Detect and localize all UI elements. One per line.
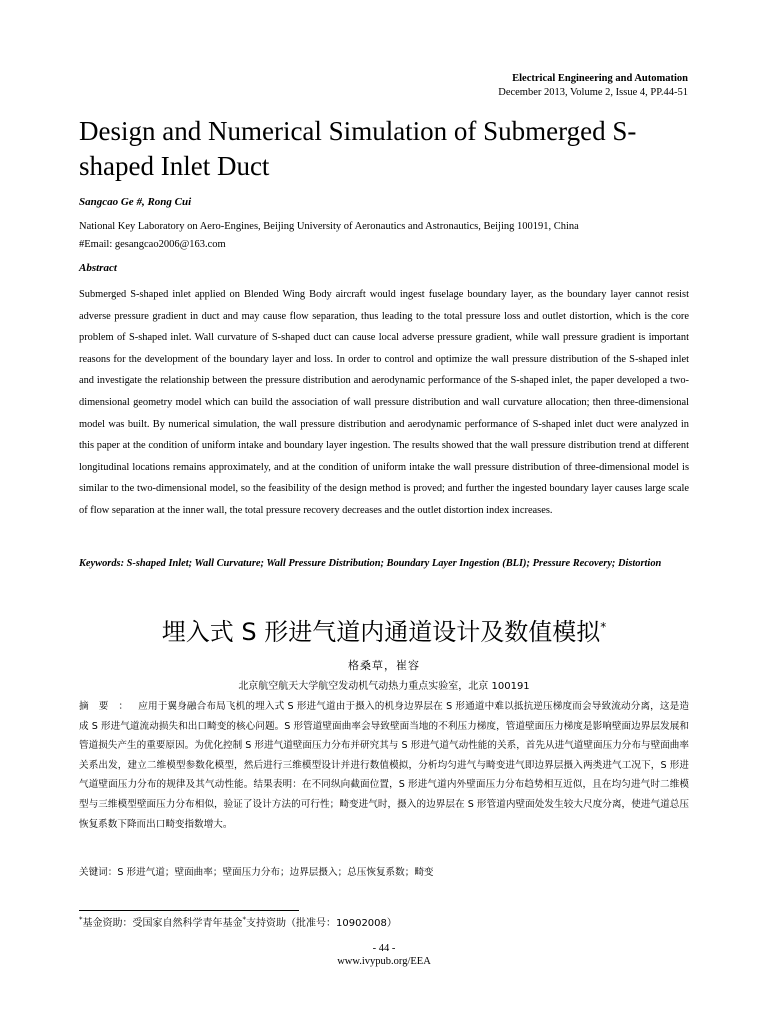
abstract-heading: Abstract xyxy=(79,262,117,274)
affiliation: National Key Laboratory on Aero-Engines, Beijing University of Aeronautics and Astronautics, Beijing 100191, China xyxy=(79,221,579,232)
chinese-abstract-text: 应用于翼身融合布局飞机的埋入式 S 形进气道由于摄入的机身边界层在 S 形通道中难以抵抗逆压梯度而会导致流动分离，这是造成 S 形进气道流动损失和出口畸变的核心问题。S 形管道壁面曲率会导致壁面当地的不利压力梯度，管道壁面压力梯度是影响壁面边界层发展和管道损失产生的重要原因。为优化控制 S 形进气道壁面压力分布并研究其与 S 形进气道气动性能的关系，首先从进气道壁面压力分布与壁面曲率关系出发，建立二维模型参数化模型，然后进行三维模型设计并进行数值模拟，分析均匀进气与畸变进气即边界层摄入两类进气工况下，S 形进气道壁面压力分布的规律及其气动性能。结果表明：在不同纵向截面位置，S 形进气道内外壁面压力分布趋势相互近似，且在均匀进气时二维模型与三维模型壁面压力分布相似，验证了设计方法的可行性；畸变进气时，摄入的边界层在 S 形管道内壁面处发生较大尺度分离，使进气道总压恢复系数下降而出口畸变指数增大。 xyxy=(79,701,690,830)
journal-url: www.ivypub.org/EEA xyxy=(337,956,431,967)
chinese-title-text: 埋入式 S 形进气道内通道设计及数值模拟 xyxy=(161,618,601,646)
paper-title: Design and Numerical Simulation of Submerged S-shaped Inlet Duct xyxy=(79,116,637,181)
footnote-text-start: 基金资助：受国家自然科学青年基金 xyxy=(82,918,243,929)
chinese-abstract xyxy=(79,697,689,834)
keywords: Keywords: S-shaped Inlet; Wall Curvature; Wall Pressure Distribution; Boundary Layer Ingestion (BLI); Pressure Recovery; Distortion xyxy=(79,558,662,569)
funding-footnote xyxy=(79,914,397,929)
chinese-title-footnote-mark: * xyxy=(600,620,607,634)
page-number: - 44 - xyxy=(372,943,396,954)
chinese-title xyxy=(0,611,768,648)
contact-email: #Email: gesangcao2006@163.com xyxy=(79,239,226,250)
chinese-authors: 格桑草，崔容 xyxy=(348,659,420,672)
footnote-text-end: 支持资助（批准号：10902008） xyxy=(246,918,397,929)
chinese-keywords: 关键词：S 形进气道；壁面曲率；壁面压力分布；边界层摄入；总压恢复系数；畸变 xyxy=(79,867,434,878)
journal-name: Electrical Engineering and Automation xyxy=(512,73,688,84)
journal-header xyxy=(498,72,688,100)
chinese-affiliation: 北京航空航天大学航空发动机气动热力重点实验室，北京 100191 xyxy=(238,681,530,692)
journal-issue: December 2013, Volume 2, Issue 4, PP.44-51 xyxy=(498,87,688,98)
author-affiliation-block xyxy=(79,218,579,254)
footnote-mark: * xyxy=(79,915,83,924)
abstract-text: Submerged S-shaped inlet applied on Blended Wing Body aircraft would ingest fuselage boundary layer, as the boundary layer cannot resist adverse pressure gradient in duct and may cause flow separation, thus leading to the total pressure loss and outlet distortion, which is the core problem of S-shaped inlet. Wall curvature of S-shaped duct can cause local adverse pressure gradient, while wall pressure gradient is important reasons for the development of the boundary layer and loss. In order to control and optimize the wall pressure distribution of the S-shaped inlet and investigate the relationship between the pressure distribution and aerodynamic performance of the S-shaped inlet, the paper developed a two-dimensional geometry model which can build the association of wall pressure distribution and wall curvature allocation; then three-dimensional model was built. By numerical simulation, the wall pressure distribution and aerodynamic performance of S-shaped inlet duct were analyzed in this paper at the condition of uniform intake and boundary layer ingestion. The results showed that the wall pressure distribution trend at different longitudinal locations remains approximately, and at the condition of uniform intake the wall pressure distribution of three-dimensional model is similar to the two-dimensional model, so the feasibility of the design method is proved; and further the ingested boundary layer causes large scale of flow separation at the inner wall, the total pressure recovery decreases and the outlet distortion index increases. xyxy=(79,289,689,516)
paper-authors: Sangcao Ge #, Rong Cui xyxy=(79,196,192,208)
footnote-inline-mark: * xyxy=(242,915,246,924)
chinese-abstract-label: 摘要： xyxy=(79,701,139,712)
footnote-divider xyxy=(79,910,299,911)
